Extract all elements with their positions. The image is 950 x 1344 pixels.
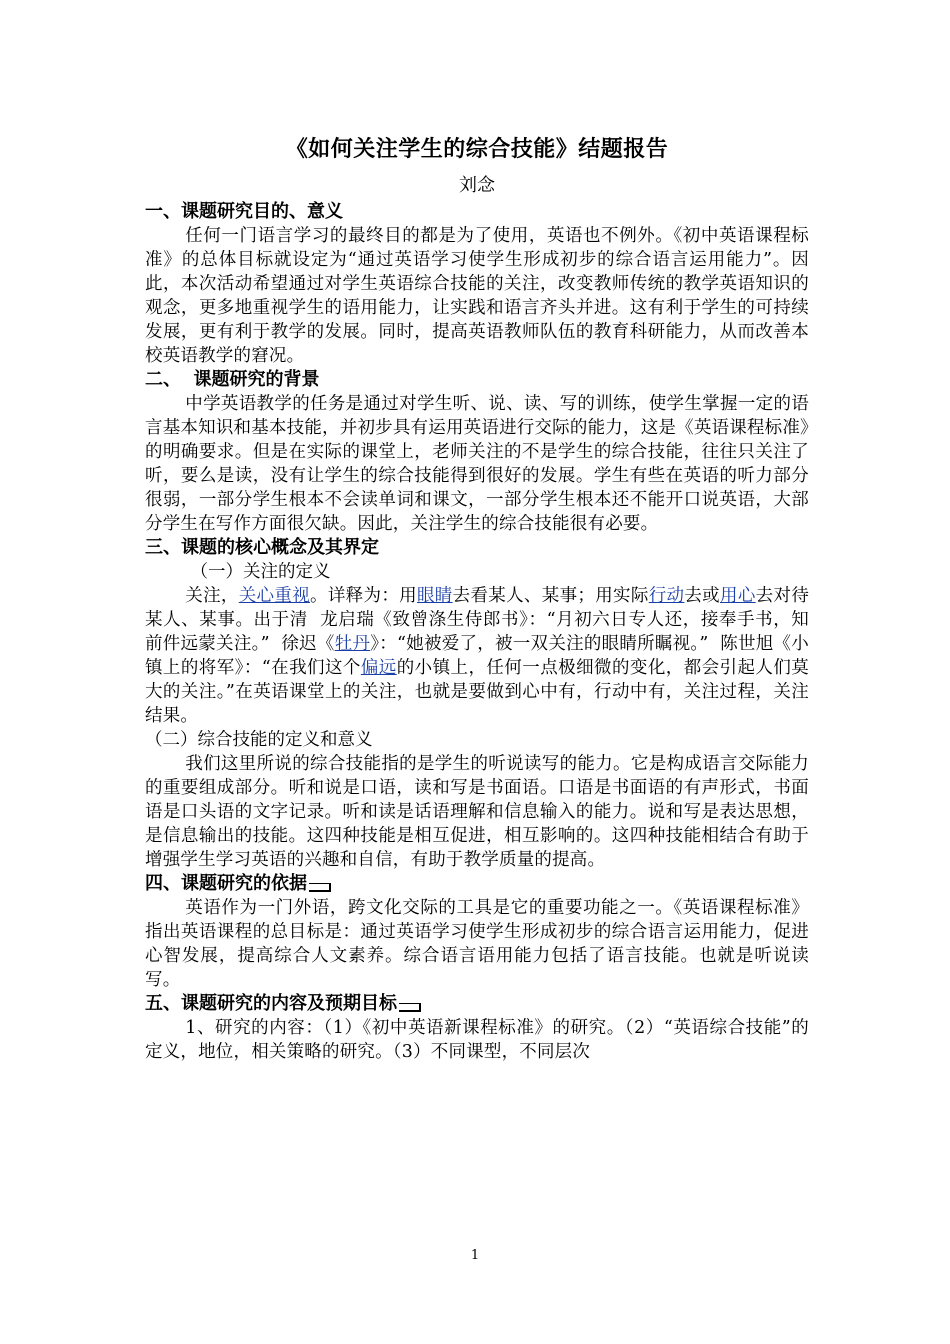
text-run: 去或 [684,586,721,606]
section-4-paragraph: 英语作为一门外语，跨文化交际的工具是它的重要功能之一。《英语课程标准》指出英语课程的总目标是：通过英语学习使学生形成初步的综合语言运用能力，促进心智发展，提高综合人文素养。综合语言语用能力包括了语言技能。也就是听说读写。 [145,898,809,990]
section-3-paragraph-2: 我们这里所说的综合技能指的是学生的听说读写的能力。它是构成语言交际能力的重要组成部分。听和说是口语，读和写是书面语。口语是书面语的有声形式，书面语是口头语的文字记录。听和读是话语理解和信息输入的能力。说和写是表达思想，是信息输出的技能。这四种技能是相互促进，相互影响的。这四种技能相结合有助于增强学生学习英语的兴趣和自信，有助于教学质量的提高。 [145,754,809,870]
link-xingdong[interactable]: 行动 [648,586,685,606]
section-5-heading [145,992,809,1016]
text-run: 去对待某人、某事。出于清 龙启瑞《致曾涤生侍郎书》：“月初六日专人还，接奉手书，知前件远蒙关注。” 徐迟《 [145,586,810,654]
subsection-2-heading: （二）综合技能的定义和意义 [145,730,373,750]
section-2-paragraph: 中学英语教学的任务是通过对学生听、说、读、写的训练，使学生掌握一定的语言基本知识和基本技能，并初步具有运用英语进行交际的能力，这是《英语课程标准》的明确要求。但是在实际的课堂上，老师关注的不是学生的综合技能，往往只关注了听，要么是读，没有让学生的综合技能得到很好的发展。学生有些在英语的听力部分很弱，一部分学生根本不会读单词和课文，一部分学生根本还不能开口说英语，大部分学生在写作方面很欠缺。因此，关注学生的综合技能很有必要。 [145,394,809,534]
text-run: 的小镇上，任何一点极细微的变化，都会引起人们莫大的关注。”在英语课堂上的关注，也就是要做到心中有，行动中有，关注过程，关注结果。 [145,658,809,726]
section-1-heading: 一、课题研究目的、意义 [145,201,343,222]
anchor-mark-icon [309,883,331,892]
anchor-mark-icon [399,1003,421,1012]
section-3-paragraph-1 [145,584,809,728]
link-yanjing[interactable]: 眼睛 [416,586,453,606]
section-4-heading [145,872,809,896]
text-run: 。详释为：用 [310,586,417,606]
link-yongxin[interactable]: 用心 [720,586,756,606]
section-5-heading-text: 五、课题研究的内容及预期目标 [145,993,397,1014]
section-1-paragraph: 任何一门语言学习的最终目的都是为了使用，英语也不例外。《初中英语课程标准》的总体目标就设定为“通过英语学习使学生形成初步的综合语言运用能力”。因此，本次活动希望通过对学生英语综合技能的关注，改变教师传统的教学英语知识的观念，更多地重视学生的语用能力，让实践和语言齐头并进。这有利于学生的可持续发展，更有利于教学的发展。同时，提高英语教师队伍的教育科研能力，从而改善本校英语教学的窘况。 [145,226,809,366]
section-4-heading-text: 四、课题研究的依据 [145,873,307,894]
link-mudan[interactable]: 牡丹 [334,634,371,654]
author-name: 刘念 [459,175,495,196]
text-run: 关注， [185,586,239,606]
section-2-heading: 二、 课题研究的背景 [145,369,320,390]
page-number: 1 [470,1248,480,1263]
document-title: 《如何关注学生的综合技能》结题报告 [285,137,669,162]
section-5-paragraph: 1、研究的内容：（1）《初中英语新课程标准》的研究。（2）“英语综合技能”的定义，地位，相关策略的研究。（3）不同课型，不同层次 [145,1018,809,1062]
link-guanxin-zhongshi[interactable]: 关心重视 [238,586,311,606]
text-run: 》：“她被爱了，被一双关注的眼睛所瞩视。” 陈世旭《小镇上的将军》：“在我们这个 [145,634,809,678]
document-page [145,134,809,1064]
subsection-1-heading: （一）关注的定义 [190,562,331,582]
text-run: 去看某人、某事；用实际 [452,586,649,606]
link-pianyuan[interactable]: 偏远 [360,658,397,678]
section-3-heading: 三、课题的核心概念及其界定 [145,537,379,558]
